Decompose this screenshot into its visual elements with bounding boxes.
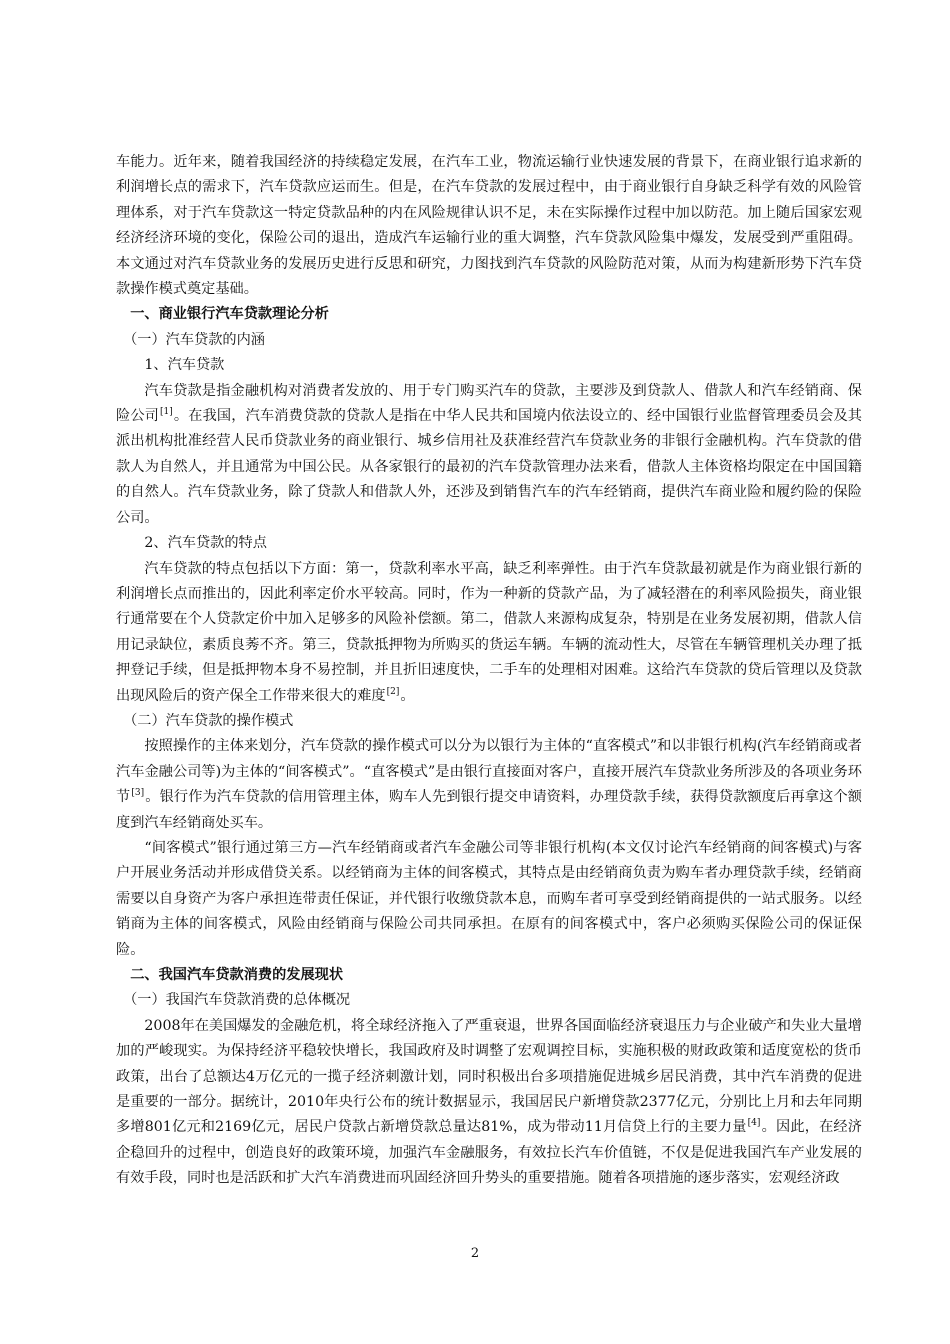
body-paragraph [116, 734, 862, 836]
body-paragraph [116, 557, 862, 709]
citation-ref: [2] [386, 686, 400, 697]
subsection-heading [116, 328, 862, 353]
paragraph-text: 。银行作为汽车贷款的信用管理主体，购车人先到银行提交申请资料，办理贷款手续，获得贷款额度后再拿这个额度到汽车经销商处买车。 [116, 789, 862, 831]
body-paragraph [116, 1014, 862, 1192]
citation-ref: [3] [131, 788, 145, 799]
paragraph-text: 汽车贷款的特点包括以下方面：第一，贷款利率水平高，缺乏利率弹性。由于汽车贷款最初就是作为商业银行新的利润增长点而推出的，因此利率定价水平较高。同时，作为一种新的贷款产品，为了减轻潜在的利率风险损失，商业银行通常要在个人贷款定价中加入足够多的风险补偿额。第二，借款人来源构成复杂，特别是在业务发展初期，借款人信用记录缺位，素质良莠不齐。第三，贷款抵押物为所购买的货运车辆。车辆的流动性大，尽管在车辆管理机关办理了抵押登记手续，但是抵押物本身不易控制，并且折旧速度快，二手车的处理相对困难。这给汽车贷款的贷后管理以及贷款出现风险后的资产保全工作带来很大的难度 [116, 560, 862, 704]
subsection-heading [116, 531, 862, 556]
section-heading [116, 302, 862, 327]
subsection-heading [116, 709, 862, 734]
paragraph-text: 2008年在美国爆发的金融危机，将全球经济拖入了严重衰退，世界各国面临经济衰退压力与企业破产和失业大量增加的严峻现实。为保持经济平稳较快增长，我国政府及时调整了宏观调控目标，实施积极的财政政策和适度宽松的货币政策，出台了总额达4万亿元的一揽子经济刺激计划，同时积极出台多项措施促进城乡居民消费，其中汽车消费的促进是重要的一部分。据统计，2010年央行公布的统计数据显示，我国居民户新增贷款2377亿元，分别比上月和去年同期多增801亿元和2169亿元，居民户贷款占新增贷款总量达81%，成为带动11月信贷上行的主要力量 [116, 1017, 862, 1136]
citation-ref: [4] [747, 1118, 761, 1129]
paragraph-text: 车能力。近年来，随着我国经济的持续稳定发展，在汽车工业，物流运输行业快速发展的背景下，在商业银行追求新的利润增长点的需求下，汽车贷款应运而生。但是，在汽车贷款的发展过程中，由于商业银行自身缺乏科学有效的风险管理体系，对于汽车贷款这一特定贷款品种的内在风险规律认识不足，未在实际操作过程中加以防范。加上随后国家宏观经济经济环境的变化，保险公司的退出，造成汽车运输行业的重大调整，汽车贷款风险集中爆发，发展受到严重阻碍。本文通过对汽车贷款业务的发展历史进行反思和研究，力图找到汽车贷款的风险防范对策，从而为构建新形势下汽车贷款操作模式奠定基础。 [116, 154, 862, 298]
subsection-heading [116, 988, 862, 1013]
paragraph-text: （一）汽车贷款的内涵 [123, 331, 265, 348]
citation-ref: [1] [160, 407, 173, 418]
paragraph-text: 按照操作的主体来划分，汽车贷款的操作模式可以分为以银行为主体的“直客模式”和以非银行机构(汽车经销商或者汽车金融公司等)为主体的“间客模式”。“直客模式”是由银行直接面对客户，直接开展汽车贷款业务所涉及的各项业务环节 [116, 738, 862, 806]
paragraph-text: 一、商业银行汽车贷款理论分析 [130, 306, 329, 323]
page-number: 2 [470, 1246, 480, 1261]
page-body [116, 150, 862, 1192]
body-paragraph [116, 150, 862, 302]
paragraph-text: “间客模式”银行通过第三方—汽车经销商或者汽车金融公司等非银行机构(本文仅讨论汽车经销商的间客模式)与客户开展业务活动并形成借贷关系。以经销商为主体的间客模式，其特点是由经销商负责为购车者办理贷款手续，经销商需要以自身资产为客户承担连带责任保证，并代银行收缴贷款本息，而购车者可享受到经销商提供的一站式服务。以经销商为主体的间客模式，风险由经销商与保险公司共同承担。在原有的间客模式中，客户必须购买保险公司的保证保险。 [116, 839, 862, 958]
paragraph-text: 1、汽车贷款 [144, 357, 225, 374]
body-paragraph [116, 836, 862, 963]
paragraph-text: （一）我国汽车贷款消费的总体概况 [123, 992, 351, 1009]
paragraph-text: 2、汽车贷款的特点 [144, 535, 267, 552]
paragraph-text: 汽车贷款是指金融机构对消费者发放的、用于专门购买汽车的贷款，主要涉及到贷款人、借款人和汽车经销商、保险公司 [116, 382, 862, 425]
paragraph-text: 。 [400, 687, 415, 704]
paragraph-text: 。在我国，汽车消费贷款的贷款人是指在中华人民共和国境内依法设立的、经中国银行业监督管理委员会及其派出机构批准经营人民币贷款业务的商业银行、城乡信用社及获准经营汽车贷款业务的非银行金融机构。汽车贷款的借款人为自然人，并且通常为中国公民。从各家银行的最初的汽车贷款管理办法来看，借款人主体资格均限定在中国国籍的自然人。汽车贷款业务，除了贷款人和借款人外，还涉及到销售汽车的汽车经销商，提供汽车商业险和履约险的保险公司。 [116, 408, 862, 526]
body-paragraph [116, 379, 862, 531]
paragraph-text: 。因此，在经济企稳回升的过程中，创造良好的政策环境，加强汽车金融服务，有效拉长汽车价值链，不仅是促进我国汽车产业发展的有效手段，同时也是活跃和扩大汽车消费进而巩固经济回升势头的重要措施。随着各项措施的逐步落实，宏观经济政 [116, 1119, 862, 1187]
subsection-heading [116, 353, 862, 378]
section-heading [116, 963, 862, 988]
paragraph-text: （二）汽车贷款的操作模式 [123, 712, 294, 729]
paragraph-text: 二、我国汽车贷款消费的发展现状 [130, 967, 344, 983]
